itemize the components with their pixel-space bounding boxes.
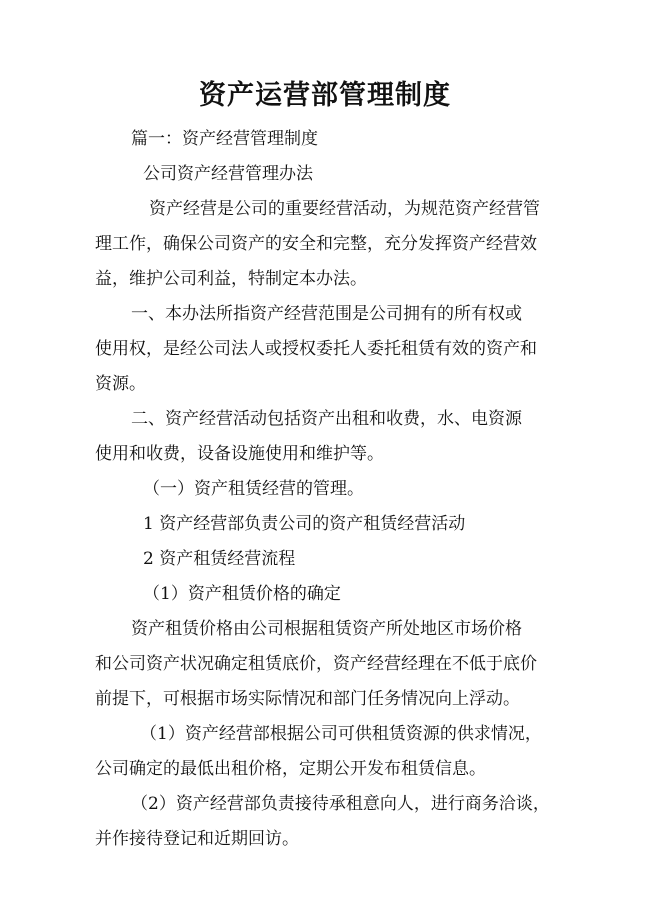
paragraph-line: 使用权，是经公司法人或授权委托人委托租赁有效的资产和 bbox=[95, 339, 537, 359]
section-heading: 篇一：资产经营管理制度 bbox=[131, 129, 318, 149]
paragraph-line: 使用和收费，设备设施使用和维护等。 bbox=[95, 444, 384, 464]
paragraph-line: 1 资产经营部负责公司的资产租赁经营活动 bbox=[143, 514, 466, 534]
paragraph-line: 公司确定的最低出租价格，定期公开发布租赁信息。 bbox=[95, 759, 486, 779]
paragraph-line: 前提下，可根据市场实际情况和部门任务情况向上浮动。 bbox=[95, 689, 520, 709]
paragraph-line: 资产租赁价格由公司根据租赁资产所处地区市场价格 bbox=[131, 619, 522, 639]
paragraph-line: 资产经营是公司的重要经营活动，为规范资产经营管 bbox=[149, 199, 540, 219]
paragraph-line: （1）资产经营部根据公司可供租赁资源的供求情况， bbox=[140, 724, 542, 744]
paragraph-line: （一）资产租赁经营的管理。 bbox=[143, 479, 364, 499]
paragraph-line: 益，维护公司利益，特制定本办法。 bbox=[95, 269, 367, 289]
paragraph-line: 和公司资产状况确定租赁底价，资产经营经理在不低于底价 bbox=[95, 654, 537, 674]
paragraph-line: 资源。 bbox=[95, 374, 146, 394]
paragraph-line: 一、本办法所指资产经营范围是公司拥有的所有权或 bbox=[131, 304, 522, 324]
document-title: 资产运营部管理制度 bbox=[199, 80, 451, 111]
subheading: 公司资产经营管理办法 bbox=[143, 164, 313, 184]
paragraph-line: 理工作，确保公司资产的安全和完整，充分发挥资产经营效 bbox=[95, 234, 537, 254]
paragraph-line: （2）资产经营部负责接待承租意向人，进行商务洽谈， bbox=[131, 794, 550, 814]
paragraph-line: 并作接待登记和近期回访。 bbox=[95, 829, 299, 849]
paragraph-line: 二、资产经营活动包括资产出租和收费，水、电资源 bbox=[131, 409, 522, 429]
paragraph-line: 2 资产租赁经营流程 bbox=[143, 549, 296, 569]
paragraph-line: （1）资产租赁价格的确定 bbox=[143, 584, 341, 604]
